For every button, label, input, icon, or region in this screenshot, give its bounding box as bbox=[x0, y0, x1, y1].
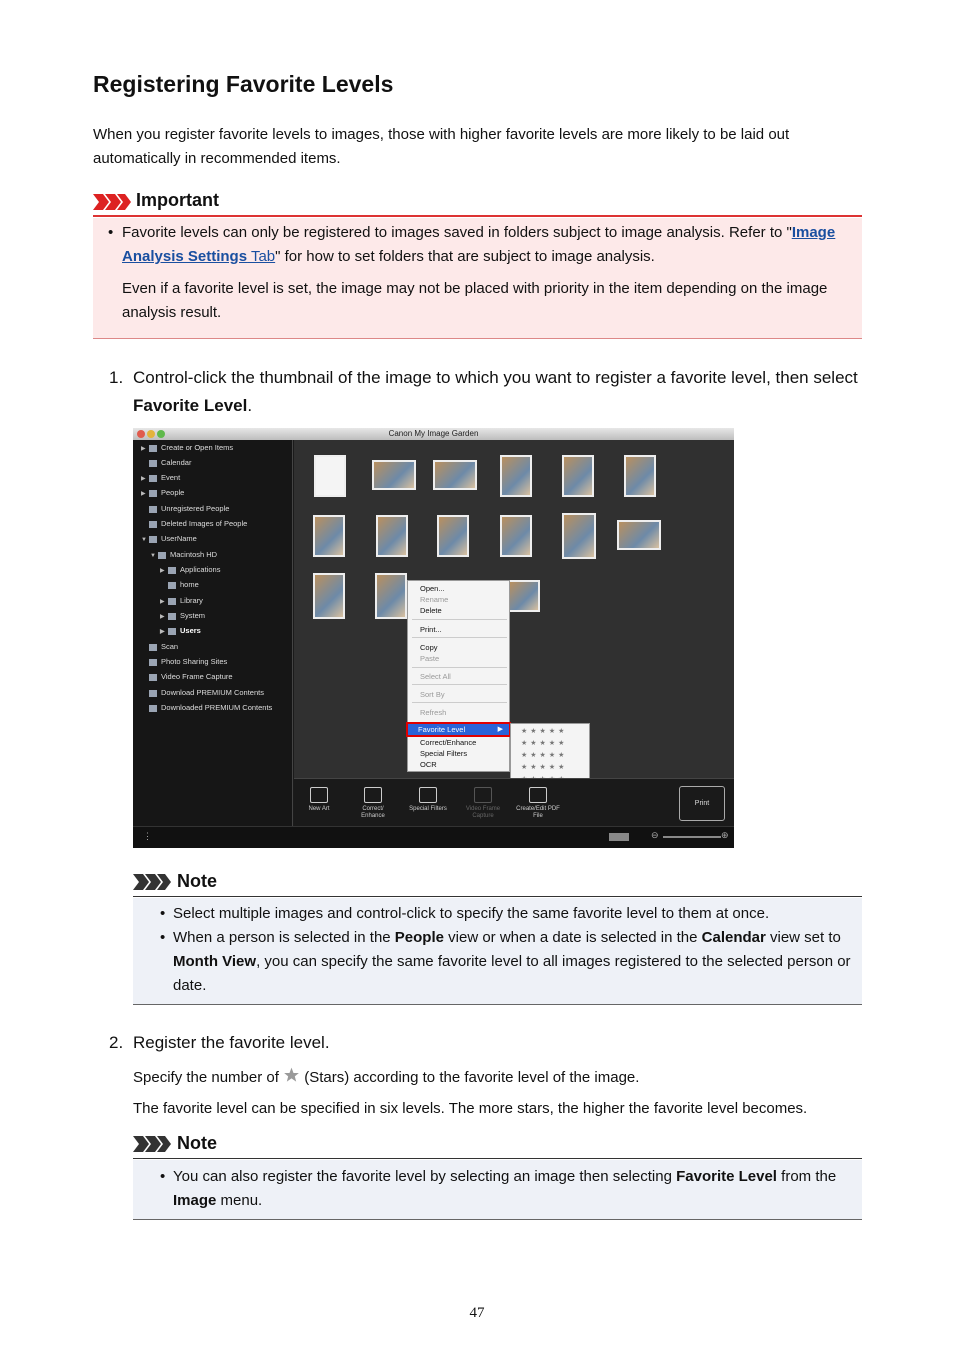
note2-bullet1: You can also register the favorite level by selecting an image then selecting Favorite Level from the Image menu. bbox=[173, 1168, 837, 1209]
step2-number: 2. bbox=[109, 1033, 124, 1052]
menu-separator bbox=[412, 684, 507, 685]
sidebar-item-video-capture[interactable]: Video Frame Capture bbox=[141, 672, 233, 681]
special-filters-button[interactable]: Special Filters bbox=[405, 787, 451, 813]
download-icon bbox=[149, 690, 157, 697]
new-art-icon bbox=[310, 787, 328, 803]
note1-label: Note bbox=[177, 871, 217, 891]
favorite-level-1[interactable]: ★★★★★ bbox=[521, 740, 568, 747]
favorite-level-3[interactable]: ★★★★★ bbox=[521, 764, 568, 771]
step2-paragraph2: The favorite level can be specified in six levels. The more stars, the higher the favorite level becomes. bbox=[133, 1100, 808, 1117]
thumbnail[interactable] bbox=[375, 573, 407, 619]
photo-icon bbox=[149, 659, 157, 666]
view-toggle-icon[interactable] bbox=[609, 833, 629, 841]
bullet-dot: • bbox=[160, 929, 166, 946]
sidebar-item-applications[interactable]: ▶ Applications bbox=[160, 565, 221, 574]
important-label: Important bbox=[136, 190, 219, 210]
window-titlebar bbox=[133, 428, 734, 440]
film-icon bbox=[474, 787, 492, 803]
sidebar-item-photo-sharing[interactable]: Photo Sharing Sites bbox=[141, 657, 227, 666]
new-art-button[interactable]: New Art bbox=[296, 787, 342, 813]
folder-icon bbox=[149, 705, 157, 712]
folder-icon bbox=[149, 445, 157, 452]
menu-separator bbox=[412, 637, 507, 638]
step1-text: Control-click the thumbnail of the image to which you want to register a favorite level, then select Favorite Level. bbox=[133, 368, 858, 415]
sidebar-item-library[interactable]: ▶ Library bbox=[160, 596, 203, 605]
sidebar-item-downloaded-premium[interactable]: Downloaded PREMIUM Contents bbox=[141, 703, 272, 712]
note1-header bbox=[133, 869, 862, 897]
note1-bullet1: Select multiple images and control-click to specify the same favorite level to them at once. bbox=[173, 905, 770, 922]
menu-separator bbox=[412, 619, 507, 620]
menu-ocr[interactable]: OCR bbox=[420, 760, 437, 769]
sidebar-item-deleted[interactable]: Deleted Images of People bbox=[141, 519, 247, 528]
print-button[interactable]: Print bbox=[679, 786, 725, 821]
thumbnail[interactable] bbox=[437, 515, 469, 557]
bottom-toolbar bbox=[294, 778, 734, 826]
event-icon bbox=[149, 475, 157, 482]
minimize-icon[interactable] bbox=[147, 430, 155, 438]
sidebar-item-home[interactable]: home bbox=[160, 580, 199, 589]
folder-icon bbox=[168, 613, 176, 620]
thumbnail[interactable] bbox=[313, 515, 345, 557]
thumbnail[interactable] bbox=[624, 455, 656, 497]
note1-box bbox=[133, 898, 862, 1005]
calendar-icon bbox=[149, 460, 157, 467]
note1-bullet2: When a person is selected in the People view or when a date is selected in the Calendar view set to Month View, you can specify the same favorite level to all images registered to the selected person or date. bbox=[173, 929, 851, 994]
computer-icon bbox=[149, 536, 157, 543]
person-icon bbox=[149, 490, 157, 497]
menu-separator bbox=[412, 702, 507, 703]
star-icon bbox=[283, 1067, 300, 1083]
sidebar-item-scan[interactable]: Scan bbox=[141, 642, 178, 651]
thumbnail[interactable] bbox=[617, 520, 661, 550]
menu-copy[interactable]: Copy bbox=[420, 643, 438, 652]
thumbnail[interactable] bbox=[500, 455, 532, 497]
pdf-icon bbox=[529, 787, 547, 803]
sidebar-item-username[interactable]: ▼ UserName bbox=[141, 534, 197, 543]
sidebar-item-users[interactable]: ▶ Users bbox=[160, 626, 201, 635]
home-icon bbox=[168, 582, 176, 589]
filter-icon bbox=[419, 787, 437, 803]
important-header bbox=[93, 189, 862, 217]
bullet-dot: • bbox=[108, 224, 114, 241]
context-menu bbox=[407, 580, 510, 772]
drive-icon bbox=[158, 552, 166, 559]
favorite-level-highlight[interactable] bbox=[406, 722, 511, 737]
menu-print[interactable]: Print... bbox=[420, 625, 442, 634]
sidebar-item-people[interactable]: ▶ People bbox=[141, 488, 185, 497]
menu-delete[interactable]: Delete bbox=[420, 606, 442, 615]
note2-header bbox=[133, 1131, 862, 1159]
thumbnail[interactable] bbox=[313, 573, 345, 619]
sidebar-item-create[interactable]: ▶ Create or Open Items bbox=[141, 443, 234, 452]
favorite-level-0[interactable]: ★★★★★ bbox=[521, 728, 568, 735]
step2-paragraph1: Specify the number of (Stars) according to the favorite level of the image. bbox=[133, 1069, 640, 1086]
step1-number: 1. bbox=[109, 368, 124, 387]
sidebar-item-unregistered[interactable]: Unregistered People bbox=[141, 504, 229, 513]
thumbnail[interactable] bbox=[376, 515, 408, 557]
sidebar bbox=[133, 440, 293, 826]
important-box bbox=[93, 218, 862, 339]
favorite-level-2[interactable]: ★★★★★ bbox=[521, 752, 568, 759]
menu-rename[interactable]: Rename bbox=[420, 595, 449, 604]
window-title: Canon My Image Garden bbox=[388, 429, 479, 438]
submenu-arrow-icon: ▶ bbox=[497, 726, 503, 733]
menu-separator bbox=[412, 667, 507, 668]
close-icon[interactable] bbox=[137, 430, 145, 438]
info-icon[interactable]: ⋮ bbox=[143, 831, 152, 841]
note-arrows-icon bbox=[133, 874, 173, 890]
image-analysis-settings-link[interactable]: Image Analysis Settings Tab bbox=[122, 224, 836, 265]
sidebar-item-event[interactable]: ▶ Event bbox=[141, 473, 181, 482]
page-number: 47 bbox=[469, 1305, 485, 1321]
important-bullet bbox=[122, 221, 847, 269]
intro-paragraph: When you register favorite levels to images, those with higher favorite levels are more likely to be laid out automatically in recommended items. bbox=[93, 126, 790, 167]
zoom-in-icon[interactable]: ⊕ bbox=[721, 830, 729, 840]
note-arrows-icon bbox=[133, 1136, 173, 1152]
menu-special-filters[interactable]: Special Filters bbox=[420, 749, 468, 758]
bullet-dot: • bbox=[160, 905, 166, 922]
thumbnail[interactable] bbox=[562, 513, 596, 559]
zoom-out-icon[interactable]: ⊖ bbox=[651, 830, 659, 840]
important-text-b: " for how to set folders that are subject to image analysis. bbox=[275, 248, 655, 265]
menu-open[interactable]: Open... bbox=[420, 584, 445, 593]
app-screenshot bbox=[133, 428, 734, 848]
menu-correct-enhance[interactable]: Correct/Enhance bbox=[420, 738, 477, 747]
thumbnail[interactable] bbox=[500, 515, 532, 557]
folder-icon bbox=[168, 567, 176, 574]
sidebar-item-macintosh[interactable]: ▼ Macintosh HD bbox=[150, 550, 218, 559]
step2-text: Register the favorite level. bbox=[133, 1033, 330, 1052]
video-frame-capture-button[interactable]: Video Frame Capture bbox=[460, 787, 506, 820]
menu-sort-by[interactable]: Sort By bbox=[420, 690, 445, 699]
status-bar bbox=[133, 826, 734, 848]
menu-refresh[interactable]: Refresh bbox=[420, 708, 447, 717]
note2-label: Note bbox=[177, 1133, 217, 1153]
thumbnail[interactable] bbox=[314, 455, 346, 497]
scan-icon bbox=[149, 644, 157, 651]
sidebar-item-calendar[interactable]: Calendar bbox=[141, 458, 191, 467]
menu-favorite-level[interactable]: Favorite Level bbox=[418, 725, 466, 734]
thumbnail[interactable] bbox=[433, 460, 477, 490]
sidebar-item-download-premium[interactable]: Download PREMIUM Contents bbox=[141, 688, 264, 697]
thumbnail[interactable] bbox=[562, 455, 594, 497]
thumbnail[interactable] bbox=[372, 460, 416, 490]
thumbnail[interactable] bbox=[508, 580, 540, 612]
person-icon bbox=[149, 506, 157, 513]
correct-icon bbox=[364, 787, 382, 803]
page-title: Registering Favorite Levels bbox=[93, 71, 394, 97]
folder-icon bbox=[168, 628, 176, 635]
important-text-a: Favorite levels can only be registered to images saved in folders subject to image analysis. Refer to " bbox=[122, 224, 792, 241]
menu-paste[interactable]: Paste bbox=[420, 654, 440, 663]
correct-enhance-button[interactable]: Correct/ Enhance bbox=[350, 787, 396, 820]
important-arrows-icon bbox=[93, 194, 133, 210]
sidebar-item-system[interactable]: ▶ System bbox=[160, 611, 206, 620]
film-icon bbox=[149, 674, 157, 681]
menu-select-all[interactable]: Select All bbox=[420, 672, 451, 681]
person-icon bbox=[149, 521, 157, 528]
note2-box bbox=[133, 1160, 862, 1220]
important-extra: Even if a favorite level is set, the image may not be placed with priority in the item depending on the image analysis result. bbox=[122, 280, 828, 321]
zoom-slider[interactable] bbox=[663, 836, 721, 838]
folder-icon bbox=[168, 598, 176, 605]
bullet-dot: • bbox=[160, 1168, 166, 1185]
create-edit-pdf-button[interactable]: Create/Edit PDF File bbox=[515, 787, 561, 820]
zoom-icon[interactable] bbox=[157, 430, 165, 438]
